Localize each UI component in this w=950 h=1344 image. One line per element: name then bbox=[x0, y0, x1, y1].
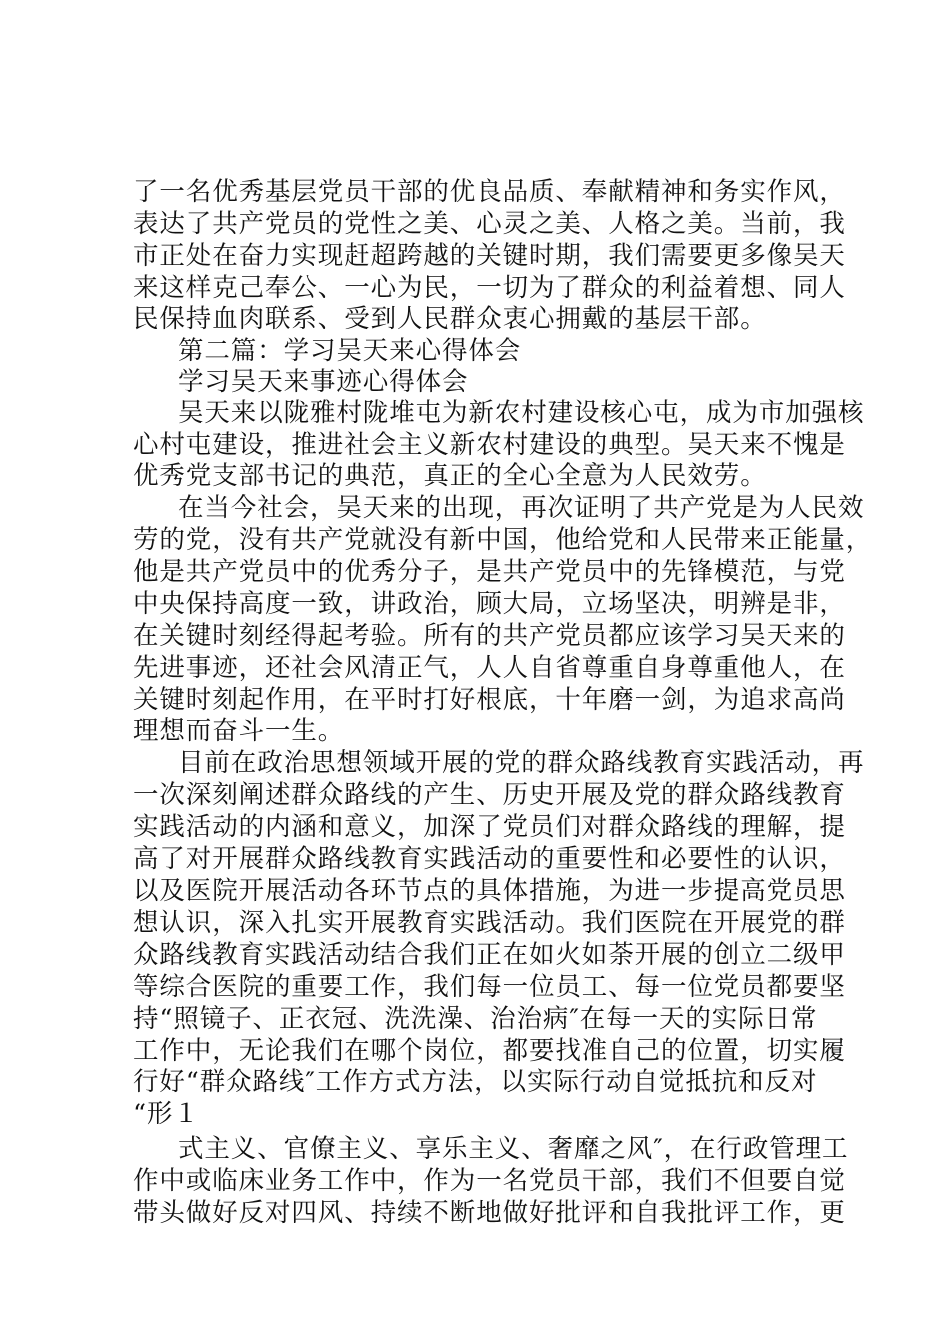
section-heading: 第二篇：学习吴天来心得体会 bbox=[178, 336, 522, 366]
text-line: 先进事迹，还社会风清正气，人人自省尊重自身尊重他人，在 bbox=[133, 653, 846, 683]
text-line: 高了对开展群众路线教育实践活动的重要性和必要性的认识， bbox=[133, 844, 846, 874]
text-line: 实践活动的内涵和意义，加深了党员们对群众路线的理解，提 bbox=[133, 812, 846, 842]
text-line: 工作中，无论我们在哪个岗位，都要找准自己的位置，切实履 bbox=[133, 1036, 846, 1066]
text-line: 持“照镜子、正衣冠、洗洗澡、治治病″在每一天的实际日常 bbox=[133, 1004, 818, 1034]
text-line: 众路线教育实践活动结合我们正在如火如荼开展的创立二级甲 bbox=[133, 940, 846, 970]
text-line: 等综合医院的重要工作，我们每一位员工、每一位党员都要坚 bbox=[133, 972, 846, 1002]
text-line: 了一名优秀基层党员干部的优良品质、奉献精神和务实作风， bbox=[133, 177, 846, 207]
text-line: 民保持血肉联系、受到人民群众衷心拥戴的基层干部。 bbox=[133, 304, 767, 334]
text-line: 式主义、官僚主义、享乐主义、奢靡之风″，在行政管理工 bbox=[178, 1134, 849, 1164]
text-line: 优秀党支部书记的典范，真正的全心全意为人民效劳。 bbox=[133, 461, 767, 491]
text-line: 劳的党，没有共产党就没有新中国，他给党和人民带来正能量， bbox=[133, 525, 873, 555]
text-line: 目前在政治思想领域开展的党的群众路线教育实践活动，再 bbox=[178, 748, 865, 778]
text-line: 带头做好反对四风、持续不断地做好批评和自我批评工作，更 bbox=[133, 1198, 846, 1228]
text-line: 行好“群众路线″工作方式方法，以实际行动自觉抵抗和反对 bbox=[133, 1067, 818, 1097]
text-line: 心村屯建设，推进社会主义新农村建设的典型。吴天来不愧是 bbox=[133, 430, 846, 460]
text-line: 中央保持高度一致，讲政治，顾大局，立场坚决，明辨是非， bbox=[133, 589, 846, 619]
text-line: 在当今社会，吴天来的出现，再次证明了共产党是为人民效 bbox=[178, 493, 865, 523]
text-line: 他是共产党员中的优秀分子，是共产党员中的先锋模范，与党 bbox=[133, 557, 846, 587]
text-line: 作中或临床业务工作中，作为一名党员干部，我们不但要自觉 bbox=[133, 1166, 846, 1196]
text-line: 在关键时刻经得起考验。所有的共产党员都应该学习吴天来的 bbox=[133, 621, 846, 651]
text-line: 想认识，深入扎实开展教育实践活动。我们医院在开展党的群 bbox=[133, 908, 846, 938]
article-title: 学习吴天来事迹心得体会 bbox=[178, 367, 469, 397]
text-line: 市正处在奋力实现赶超跨越的关键时期，我们需要更多像吴天 bbox=[133, 241, 846, 271]
text-line-page-break: “形１ bbox=[133, 1099, 200, 1129]
text-line: 关键时刻起作用，在平时打好根底，十年磨一剑，为追求高尚 bbox=[133, 685, 846, 715]
text-line: 以及医院开展活动各环节点的具体措施，为进一步提高党员思 bbox=[133, 876, 846, 906]
text-line: 来这样克己奉公、一心为民，一切为了群众的利益着想、同人 bbox=[133, 273, 846, 303]
text-line: 表达了共产党员的党性之美、心灵之美、人格之美。当前，我 bbox=[133, 209, 846, 239]
text-line: 吴天来以陇雅村陇堆屯为新农村建设核心屯，成为市加强核 bbox=[178, 398, 865, 428]
text-line: 一次深刻阐述群众路线的产生、历史开展及党的群众路线教育 bbox=[133, 780, 846, 810]
text-line: 理想而奋斗一生。 bbox=[133, 716, 345, 746]
